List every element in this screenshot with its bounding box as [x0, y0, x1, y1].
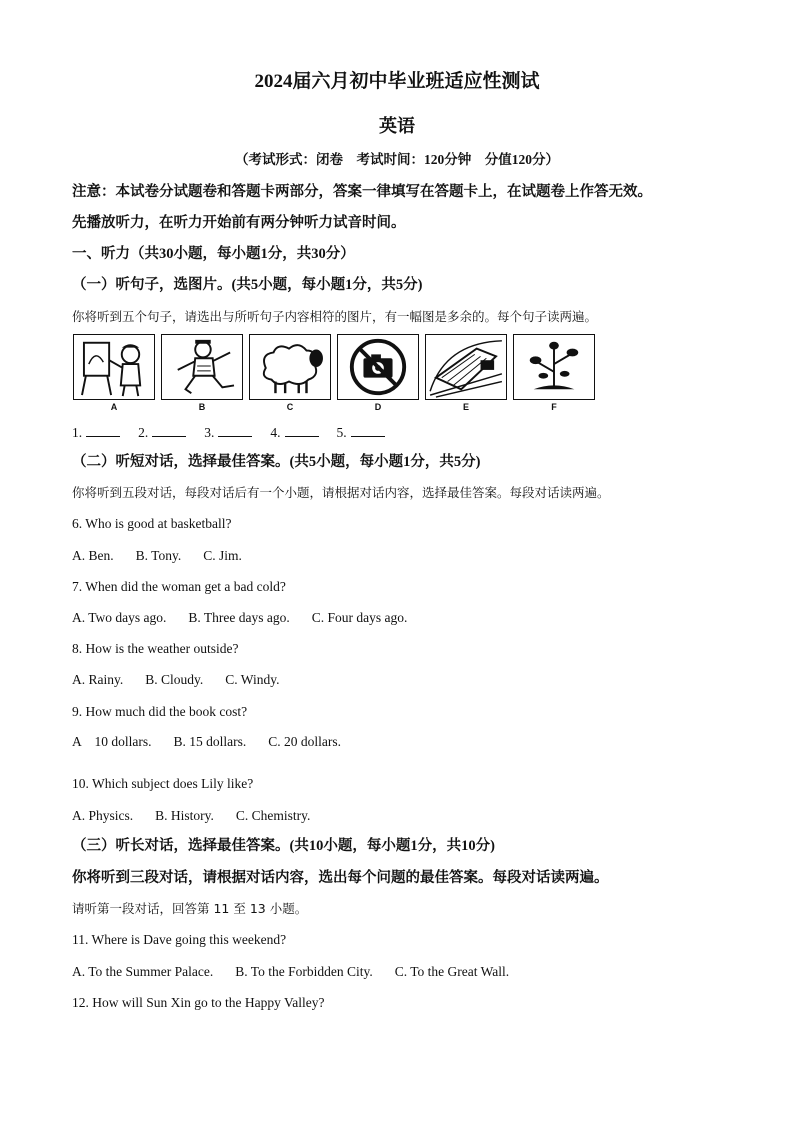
question-9-options — [72, 733, 341, 751]
painter-icon — [73, 334, 155, 400]
section-1-title: 一、听力（共30小题，每小题1分，共30分） — [72, 246, 355, 262]
option-a[interactable]: A. Physics. — [72, 808, 134, 823]
option-a[interactable]: A. Two days ago. — [72, 610, 167, 625]
question-10-options — [72, 807, 310, 825]
option-b[interactable]: B. To the Forbidden City. — [235, 964, 373, 979]
plant-icon — [513, 334, 595, 400]
exam-info: （考试形式：闭卷 考试时间：120分钟 分值120分） — [235, 152, 559, 167]
picture-label-b: B — [198, 402, 206, 412]
exam-title: 2024届六月初中毕业班适应性测试 — [254, 71, 540, 92]
answer-blank[interactable] — [204, 424, 252, 441]
answer-blank[interactable] — [337, 424, 385, 441]
option-a[interactable]: A 10 dollars. — [72, 734, 152, 749]
part-2-instruction: 你将听到五段对话，每段对话后有一个小题，请根据对话内容，选择最佳答案。每段对话读两遍。 — [72, 485, 610, 500]
option-a[interactable]: A. Ben. — [72, 548, 114, 563]
question-6: 6. Who is good at basketball? — [72, 516, 232, 531]
picture-label-e: E — [462, 402, 469, 412]
picture-label-a: A — [110, 402, 118, 412]
boy-jumping-icon — [161, 334, 243, 400]
part-1-title: （一）听句子，选图片。(共5小题，每小题1分，共5分) — [72, 277, 423, 293]
option-c[interactable]: C. Jim. — [203, 548, 242, 563]
question-8: 8. How is the weather outside? — [72, 641, 239, 656]
option-b[interactable]: B. Cloudy. — [145, 672, 204, 687]
option-c[interactable]: C. Windy. — [225, 672, 280, 687]
part-2-title: （二）听短对话，选择最佳答案。(共5小题，每小题1分，共5分) — [72, 454, 481, 470]
blank-number: 3. — [204, 425, 215, 440]
option-a[interactable]: A. To the Summer Palace. — [72, 964, 214, 979]
question-9: 9. How much did the book cost? — [72, 704, 248, 719]
option-c[interactable]: C. Chemistry. — [235, 808, 311, 823]
answer-blank[interactable] — [270, 424, 318, 441]
option-c[interactable]: C. To the Great Wall. — [394, 964, 510, 979]
question-11-options — [72, 963, 509, 981]
question-7: 7. When did the woman get a bad cold? — [72, 579, 286, 594]
answer-blank[interactable] — [72, 424, 120, 441]
sheep-icon — [249, 334, 331, 400]
answer-blanks — [72, 424, 399, 442]
notice-listening: 先播放听力，在听力开始前有两分钟听力试音时间。 — [72, 215, 406, 231]
picture-label-f: F — [551, 402, 557, 412]
question-10: 10. Which subject does Lily like? — [72, 776, 254, 791]
picture-label-c: C — [286, 402, 294, 412]
part-3-sub-instruction: 请听第一段对话，回答第 11 至 13 小题。 — [72, 901, 308, 916]
option-c[interactable]: C. Four days ago. — [311, 610, 408, 625]
part-1-instruction: 你将听到五个句子，请选出与所听句子内容相符的图片，有一幅图是多余的。每个句子读两遍。 — [72, 309, 598, 324]
answer-blank[interactable] — [138, 424, 186, 441]
blank-number: 2. — [138, 425, 149, 440]
question-7-options — [72, 609, 407, 627]
blank-number: 5. — [336, 425, 347, 440]
question-12: 12. How will Sun Xin go to the Happy Valley? — [72, 995, 325, 1010]
question-11: 11. Where is Dave going this weekend? — [72, 932, 287, 947]
question-8-options — [72, 671, 279, 689]
option-c[interactable]: C. 20 dollars. — [268, 734, 341, 749]
question-6-options — [72, 547, 242, 565]
blank-number: 4. — [270, 425, 281, 440]
part-3-instruction: 你将听到三段对话，请根据对话内容，选出每个问题的最佳答案。每段对话读两遍。 — [72, 870, 609, 886]
subject-title: 英语 — [379, 116, 415, 136]
option-a[interactable]: A. Rainy. — [72, 672, 124, 687]
picture-options — [73, 334, 598, 414]
picture-label-d: D — [374, 402, 382, 412]
train-icon — [425, 334, 507, 400]
notice: 注意：本试卷分试题卷和答题卡两部分，答案一律填写在答题卡上，在试题卷上作答无效。 — [72, 184, 652, 200]
blank-number: 1. — [72, 425, 83, 440]
option-b[interactable]: B. 15 dollars. — [173, 734, 247, 749]
option-b[interactable]: B. Tony. — [135, 548, 182, 563]
no-camera-icon — [337, 334, 419, 400]
part-3-title: （三）听长对话，选择最佳答案。(共10小题，每小题1分，共10分) — [72, 838, 495, 854]
option-b[interactable]: B. Three days ago. — [188, 610, 290, 625]
option-b[interactable]: B. History. — [155, 808, 214, 823]
